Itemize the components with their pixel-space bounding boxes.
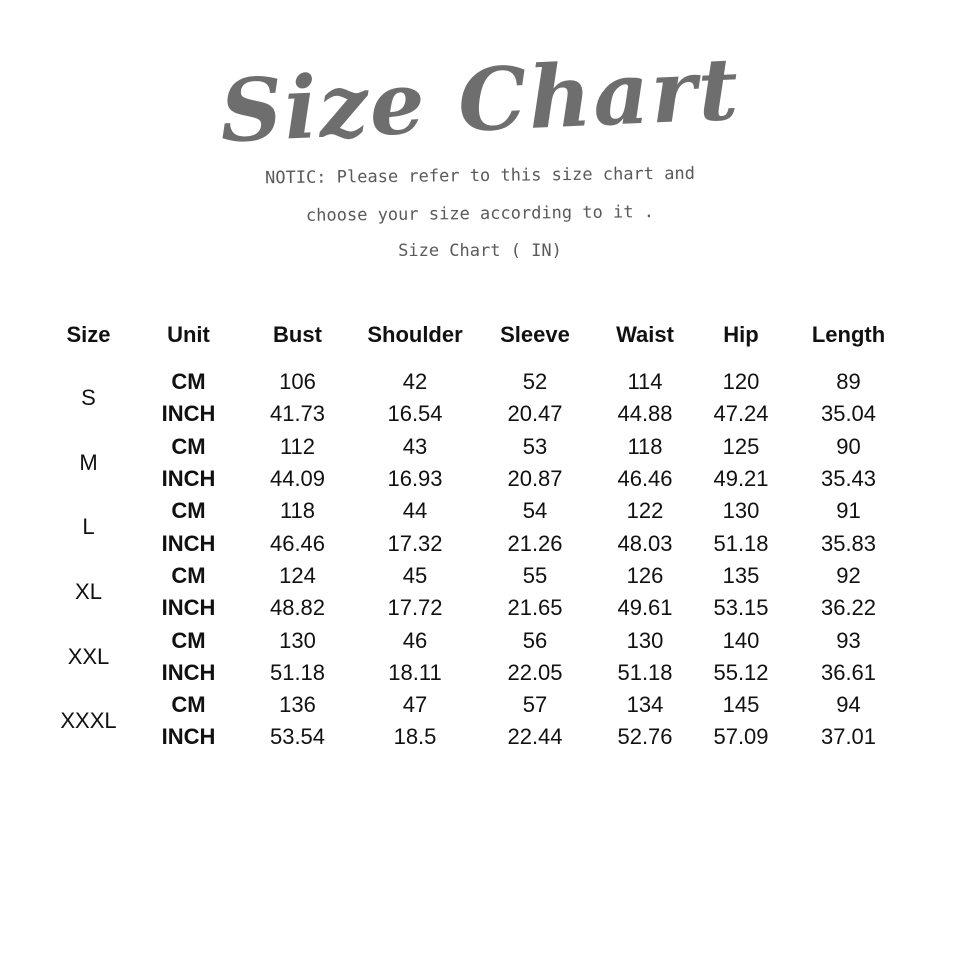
unit-label: INCH: [161, 401, 216, 427]
table-row: [40, 657, 910, 689]
cell-length: 91: [836, 498, 861, 524]
table-row: [40, 527, 910, 559]
table-row: [40, 592, 910, 624]
cell-bust: 44.09: [269, 466, 326, 492]
header-sleeve: Sleeve: [500, 322, 570, 347]
cell-sleeve: 55: [522, 562, 548, 588]
cell-shoulder: 46: [402, 627, 428, 653]
cell-length: 92: [836, 562, 861, 588]
cell-length: 37.01: [820, 724, 877, 750]
size-label: L: [82, 514, 95, 540]
table-row: [40, 560, 910, 592]
unit-label: INCH: [161, 530, 216, 556]
header-waist: Waist: [616, 322, 674, 347]
cell-sleeve: 21.26: [507, 530, 563, 556]
unit-label: CM: [171, 498, 206, 524]
unit-label: CM: [171, 627, 206, 653]
cell-waist: 44.88: [617, 401, 673, 427]
unit-label: INCH: [161, 724, 216, 750]
cell-waist: 51.18: [617, 659, 673, 685]
cell-length: 35.43: [820, 466, 877, 492]
cell-sleeve: 54: [522, 498, 548, 524]
cell-sleeve: 57: [522, 692, 548, 718]
cell-hip: 49.21: [713, 466, 769, 492]
cell-shoulder: 47: [402, 692, 428, 718]
header-size: Size: [66, 322, 111, 347]
cell-waist: 48.03: [617, 530, 673, 556]
header-shoulder: Shoulder: [367, 322, 463, 347]
cell-sleeve: 20.87: [507, 466, 563, 492]
cell-hip: 55.12: [713, 659, 769, 685]
cell-waist: 130: [626, 627, 664, 653]
table-row: [40, 721, 910, 753]
cell-waist: 52.76: [617, 724, 673, 750]
cell-length: 35.83: [820, 530, 877, 556]
cell-hip: 130: [722, 498, 760, 524]
size-label: S: [81, 385, 96, 411]
cell-length: 89: [836, 369, 861, 395]
table-row: [40, 624, 910, 656]
cell-waist: 118: [627, 433, 663, 459]
header-hip: Hip: [723, 322, 759, 347]
notice-line-1: NOTIC: Please refer to this size chart and: [264, 163, 696, 189]
header-length: Length: [811, 322, 886, 347]
table-body: [40, 366, 910, 754]
cell-waist: 114: [627, 369, 663, 395]
unit-label: INCH: [161, 466, 216, 492]
cell-bust: 112: [279, 433, 316, 459]
table-row: [40, 431, 910, 463]
cell-hip: 120: [722, 369, 760, 395]
cell-waist: 122: [626, 498, 664, 524]
size-label: XXXL: [60, 708, 117, 734]
cell-waist: 134: [626, 692, 664, 718]
cell-bust: 124: [279, 562, 316, 588]
table-row: [40, 463, 910, 495]
cell-waist: 126: [626, 562, 664, 588]
cell-bust: 106: [279, 369, 316, 395]
cell-waist: 49.61: [617, 595, 673, 621]
notice-line-2: choose your size according to it .: [305, 202, 655, 226]
cell-shoulder: 44: [402, 498, 428, 524]
cell-length: 35.04: [820, 401, 877, 427]
unit-label: INCH: [161, 659, 216, 685]
cell-hip: 145: [722, 692, 760, 718]
cell-length: 90: [836, 433, 861, 459]
table-row: [40, 689, 910, 721]
cell-shoulder: 42: [402, 369, 428, 395]
table-header-row: [40, 316, 910, 366]
cell-hip: 135: [722, 562, 760, 588]
unit-label: CM: [171, 433, 206, 459]
header-unit: Unit: [167, 322, 210, 347]
table-row: [40, 495, 910, 527]
cell-shoulder: 17.72: [387, 595, 443, 621]
cell-hip: 57.09: [713, 724, 769, 750]
notice-line-3: Size Chart ( IN): [398, 241, 562, 261]
size-label: XXL: [67, 643, 110, 669]
cell-shoulder: 16.54: [387, 401, 443, 427]
cell-hip: 47.24: [713, 401, 769, 427]
cell-sleeve: 22.44: [507, 724, 563, 750]
page-title: Size Chart: [218, 38, 742, 163]
cell-bust: 46.46: [269, 530, 326, 556]
table-row: [40, 398, 910, 430]
cell-hip: 53.15: [713, 595, 769, 621]
size-label: M: [79, 449, 98, 475]
cell-bust: 136: [279, 692, 316, 718]
cell-sleeve: 56: [522, 627, 548, 653]
table-row: [40, 366, 910, 398]
cell-length: 36.61: [820, 659, 877, 685]
cell-sleeve: 20.47: [507, 401, 563, 427]
cell-waist: 46.46: [617, 466, 673, 492]
cell-hip: 125: [722, 433, 760, 459]
size-table: [40, 316, 910, 754]
cell-shoulder: 18.11: [388, 659, 442, 685]
unit-label: CM: [171, 369, 206, 395]
unit-label: CM: [171, 692, 206, 718]
cell-shoulder: 43: [402, 433, 428, 459]
cell-shoulder: 16.93: [387, 466, 443, 492]
cell-sleeve: 21.65: [507, 595, 563, 621]
cell-sleeve: 52: [522, 369, 548, 395]
cell-sleeve: 22.05: [507, 659, 563, 685]
cell-sleeve: 53: [522, 433, 548, 459]
cell-bust: 41.73: [269, 401, 326, 427]
cell-shoulder: 45: [402, 562, 428, 588]
cell-bust: 48.82: [269, 595, 326, 621]
cell-bust: 53.54: [269, 724, 326, 750]
cell-shoulder: 17.32: [387, 530, 443, 556]
cell-length: 94: [836, 692, 861, 718]
cell-hip: 140: [722, 627, 760, 653]
cell-length: 93: [836, 627, 861, 653]
cell-length: 36.22: [820, 595, 877, 621]
cell-hip: 51.18: [713, 530, 769, 556]
header-bust: Bust: [273, 322, 322, 347]
cell-bust: 130: [279, 627, 316, 653]
cell-bust: 51.18: [269, 659, 326, 685]
unit-label: INCH: [161, 595, 216, 621]
cell-shoulder: 18.5: [393, 724, 437, 750]
size-label: XL: [75, 579, 102, 605]
unit-label: CM: [171, 562, 206, 588]
cell-bust: 118: [279, 498, 316, 524]
